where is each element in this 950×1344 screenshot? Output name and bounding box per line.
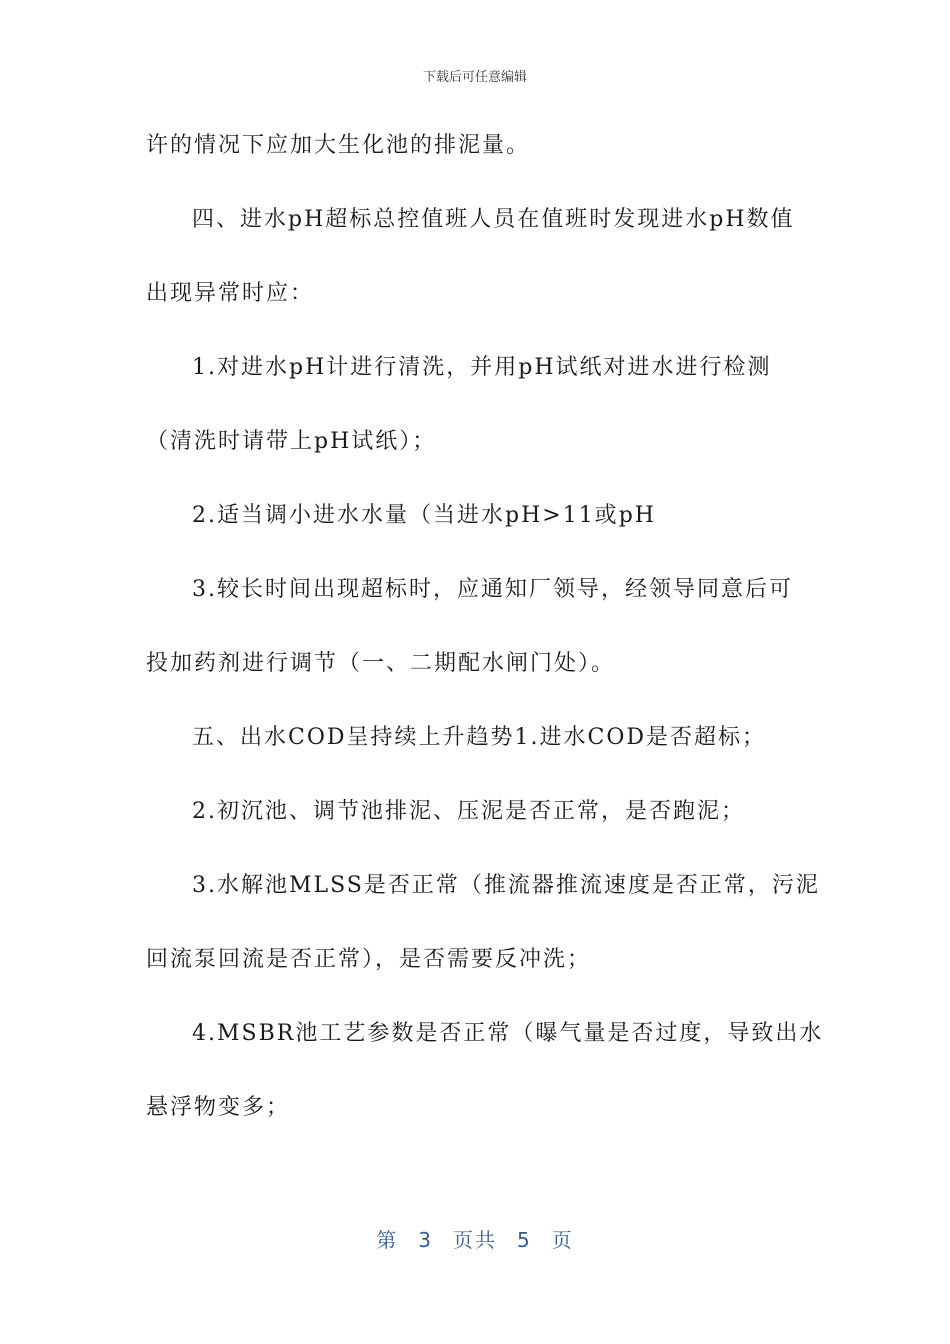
text-line-9: 五、出水COD呈持续上升趋势1.进水COD是否超标； — [192, 725, 767, 750]
text-line-11: 3.水解池MLSS是否正常（推流器推流速度是否正常，污泥 — [192, 873, 820, 898]
text-line-8: 投加药剂进行调节（一、二期配水闸门处）。 — [146, 651, 616, 676]
text-line-6: 2.适当调小进水水量（当进水pH>11或pH — [192, 503, 656, 528]
page-footer — [0, 1224, 950, 1253]
text-line-7: 3.较长时间出现超标时，应通知厂领导，经领导同意后可 — [192, 577, 793, 602]
footer-middle: 页共 — [453, 1228, 497, 1252]
footer-prefix: 第 — [376, 1228, 399, 1252]
footer-total-pages: 5 — [517, 1228, 532, 1252]
text-line-3: 出现异常时应： — [146, 281, 315, 306]
text-line-1: 许的情况下应加大生化池的排泥量。 — [146, 133, 531, 158]
text-line-2: 四、进水pH超标总控值班人员在值班时发现进水pH数值 — [192, 207, 795, 232]
footer-suffix: 页 — [551, 1228, 574, 1252]
text-line-4: 1.对进水pH计进行清洗，并用pH试纸对进水进行检测 — [192, 355, 772, 380]
text-line-5: （清洗时请带上pH试纸）； — [146, 429, 437, 454]
text-line-13: 4.MSBR池工艺参数是否正常（曝气量是否过度，导致出水 — [192, 1021, 824, 1046]
footer-page-number: 3 — [418, 1228, 433, 1252]
document-body — [146, 124, 824, 1160]
text-line-10: 2.初沉池、调节池排泥、压泥是否正常，是否跑泥； — [192, 799, 745, 824]
text-line-12: 回流泵回流是否正常），是否需要反冲洗； — [146, 947, 592, 972]
page-header: 下载后可任意编辑 — [422, 70, 527, 85]
text-line-14: 悬浮物变多； — [146, 1095, 291, 1120]
